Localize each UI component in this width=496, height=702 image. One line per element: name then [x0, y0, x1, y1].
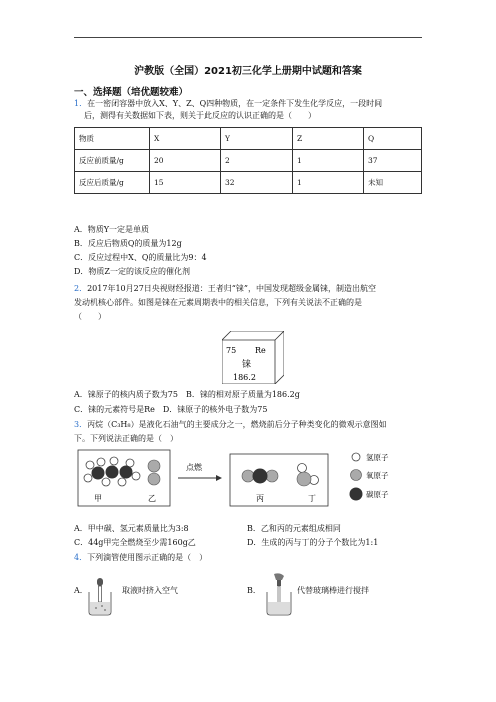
- table-cell: 15: [150, 172, 221, 194]
- table-cell: 反应前质量/g: [75, 150, 150, 172]
- arrow-head-icon: [216, 475, 222, 481]
- element-name: 铼: [242, 360, 252, 370]
- table-header-row: [75, 128, 422, 150]
- q3-stem-line2: 下。下列说法正确的是（ ）: [74, 434, 178, 443]
- element-symbol: Re: [255, 346, 266, 355]
- q1-number: 1．: [74, 99, 88, 108]
- header-rule: [74, 37, 422, 38]
- dropper-squeeze-figure: [85, 578, 115, 616]
- q3-option-c: C．44g甲完全燃烧至少需160g乙: [74, 538, 196, 547]
- table-cell: X: [150, 128, 221, 150]
- table-cell: 未知: [364, 172, 422, 194]
- atom-legend: [350, 452, 389, 501]
- label-ding: 丁: [308, 494, 316, 503]
- table-row: [75, 172, 422, 194]
- label-jia: 甲: [94, 494, 102, 503]
- table-cell: Y: [221, 128, 293, 150]
- table-cell: 2: [221, 150, 293, 172]
- q3-option-d: D．生成的丙与丁的分子个数比为1:1: [247, 538, 379, 547]
- element-atomic-number: 75: [226, 346, 237, 355]
- q2-stem-line2: 发动机核心部件。如图是铼在元素周期表中的相关信息，下列有关说法不正确的是: [74, 298, 362, 307]
- table-cell: 37: [364, 150, 422, 172]
- q2-stem-line1: 2．2017年10月27日央视财经报道：王者归“铼”，中国发现超级金属铼，制造出航空: [74, 284, 376, 293]
- q2-options-line2: C．铼的元素符号是Re D．铼原子的核外电子数为75: [74, 405, 268, 414]
- q2-stem-line3: （ ）: [74, 312, 106, 321]
- reaction-diagram: [76, 448, 428, 510]
- carbon-dioxide-molecule: [242, 469, 278, 484]
- page-title: 沪教版（全国）2021初三化学上册期中试题和答案: [134, 66, 362, 77]
- q2-options-line1: A．铼原子的核内质子数为75 B．铼的相对原子质量为186.2g: [74, 390, 300, 399]
- q1-data-table: [74, 127, 422, 194]
- rhenium-element-card: [222, 331, 284, 384]
- table-cell: 物质: [75, 128, 150, 150]
- element-atomic-mass: 186.2: [233, 373, 256, 382]
- legend-hydrogen: 氢原子: [366, 453, 389, 462]
- label-yi: 乙: [148, 494, 156, 503]
- q2-number: 2．: [74, 284, 88, 293]
- section-heading: 一、选择题（培优题较难）: [74, 87, 189, 98]
- dropper-stir-figure: [262, 572, 296, 616]
- q3-option-b: B．乙和丙的元素组成相同: [247, 524, 341, 533]
- table-cell: 20: [150, 150, 221, 172]
- q3-option-a: A．甲中碳、氢元素质量比为3:8: [74, 524, 189, 533]
- legend-oxygen: 氧原子: [366, 471, 389, 480]
- q1-stem-line1: 1．在一密闭容器中放入X、Y、Z、Q四种物质，在一定条件下发生化学反应，一段时间: [74, 99, 383, 108]
- q1-stem-line2: 后，测得有关数据如下表，则关于此反应的认识正确的是（ ）: [84, 111, 316, 120]
- table-cell: 1: [293, 150, 364, 172]
- table-cell: Z: [293, 128, 364, 150]
- q4-stem: 4．下列滴管使用图示正确的是（ ）: [74, 553, 208, 562]
- q4-number: 4．: [74, 553, 88, 562]
- q4-option-b-text: 代替玻璃棒进行搅拌: [297, 586, 369, 595]
- q3-stem-line1: 3．丙烷（C₃H₈）是液化石油气的主要成分之一，燃烧前后分子种类变化的微观示意图如: [74, 420, 387, 429]
- q1-option-b: B．反应后物质Q的质量为12g: [74, 239, 182, 248]
- q3-number: 3．: [74, 420, 88, 429]
- table-cell: 反应后质量/g: [75, 172, 150, 194]
- q1-option-d: D．物质Z一定的该反应的催化剂: [74, 267, 190, 276]
- q4-option-b-letter: B．: [247, 586, 261, 595]
- table-row: [75, 150, 422, 172]
- q4-option-a-text: 取液时挤入空气: [122, 586, 178, 595]
- q4-option-a-letter: A．: [74, 586, 88, 595]
- table-cell: Q: [364, 128, 422, 150]
- table-cell: 1: [293, 172, 364, 194]
- reaction-condition: 点燃: [186, 463, 202, 472]
- label-bing: 丙: [256, 494, 264, 503]
- legend-carbon: 碳原子: [366, 490, 389, 499]
- q1-option-c: C．反应过程中X、Q的质量比为9：4: [74, 253, 207, 262]
- table-cell: 32: [221, 172, 293, 194]
- q1-option-a: A．物质Y一定是单质: [74, 225, 150, 234]
